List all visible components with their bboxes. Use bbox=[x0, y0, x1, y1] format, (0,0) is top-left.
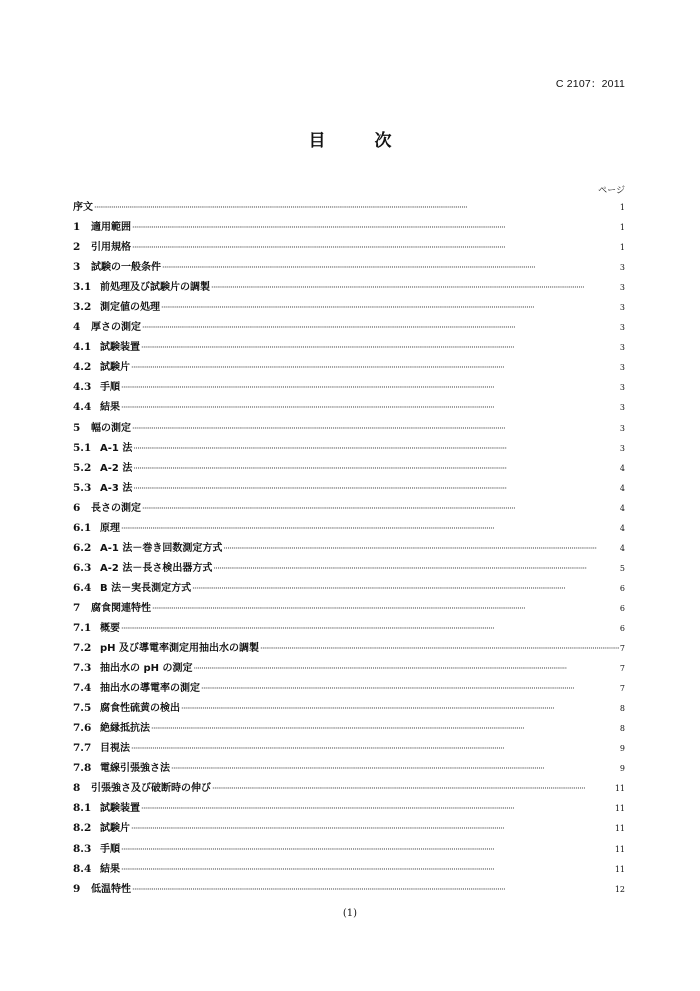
toc-entry-number: 1 bbox=[73, 221, 81, 234]
toc-entry[interactable] bbox=[73, 238, 625, 258]
dot-leader bbox=[142, 323, 619, 332]
dot-leader bbox=[132, 243, 619, 252]
toc-entry[interactable] bbox=[73, 358, 625, 378]
toc-entry-page: 4 bbox=[619, 543, 625, 553]
toc-entry-page: 7 bbox=[619, 664, 625, 674]
toc-entry-number: 7.6 bbox=[73, 722, 92, 735]
toc-entry-label: 試験片 bbox=[100, 362, 130, 374]
dot-leader bbox=[132, 223, 619, 232]
dot-leader bbox=[141, 343, 619, 352]
toc-entry[interactable] bbox=[73, 819, 625, 839]
toc-entry-page: 3 bbox=[619, 443, 625, 453]
toc-entry-label: 腐食関連特性 bbox=[91, 602, 151, 614]
toc-entry-number: 4.3 bbox=[73, 381, 92, 394]
table-of-contents bbox=[73, 198, 625, 900]
toc-entry-number: 3 bbox=[73, 261, 81, 274]
toc-entry-label: pH 及び導電率測定用抽出水の調製 bbox=[100, 643, 260, 655]
toc-entry[interactable] bbox=[73, 699, 625, 719]
dot-leader bbox=[121, 403, 619, 412]
toc-entry-label: 試験片 bbox=[100, 823, 130, 835]
dot-leader bbox=[181, 704, 619, 713]
toc-entry-label: 抽出水の導電率の測定 bbox=[100, 683, 200, 695]
toc-entry-label: 引用規格 bbox=[91, 242, 131, 254]
toc-entry-label: 手順 bbox=[100, 843, 120, 855]
toc-entry-number: 2 bbox=[73, 241, 81, 254]
dot-leader bbox=[131, 363, 619, 372]
toc-entry[interactable] bbox=[73, 378, 625, 398]
toc-entry[interactable] bbox=[73, 739, 625, 759]
toc-entry-number: 5 bbox=[73, 421, 81, 434]
toc-entry-label: 序文 bbox=[73, 202, 93, 213]
toc-entry-page: 7 bbox=[619, 644, 625, 654]
toc-entry[interactable] bbox=[73, 639, 625, 659]
dot-leader bbox=[211, 283, 619, 292]
toc-entry[interactable] bbox=[73, 599, 625, 619]
toc-entry-page: 3 bbox=[619, 263, 625, 273]
page-number: (1) bbox=[342, 908, 358, 919]
toc-entry-page: 7 bbox=[619, 684, 625, 694]
dot-leader bbox=[94, 203, 619, 212]
dot-leader bbox=[121, 865, 614, 874]
toc-entry-number: 4.4 bbox=[73, 401, 92, 414]
toc-entry-page: 3 bbox=[619, 383, 625, 393]
dot-leader bbox=[201, 684, 619, 693]
toc-entry-number: 7.2 bbox=[73, 642, 92, 655]
toc-entry-label: 手順 bbox=[100, 382, 120, 394]
dot-leader bbox=[133, 444, 619, 453]
toc-entry-number: 7.1 bbox=[73, 621, 92, 634]
toc-entry-number: 5.1 bbox=[73, 441, 92, 454]
toc-entry-label: 結果 bbox=[100, 863, 120, 875]
toc-entry[interactable] bbox=[73, 218, 625, 238]
toc-entry-page: 11 bbox=[614, 844, 625, 854]
toc-entry-number: 7.7 bbox=[73, 742, 92, 755]
toc-entry-label: A-1 法 bbox=[100, 442, 133, 454]
toc-entry[interactable] bbox=[73, 459, 625, 479]
toc-entry-number: 5.2 bbox=[73, 461, 92, 474]
toc-entry[interactable] bbox=[73, 318, 625, 338]
dot-leader bbox=[151, 724, 619, 733]
toc-entry-label: 試験装置 bbox=[100, 803, 140, 815]
toc-entry-number: 6.1 bbox=[73, 521, 92, 534]
toc-entry-number: 6 bbox=[73, 501, 81, 514]
toc-entry-page: 3 bbox=[619, 363, 625, 373]
toc-entry-page: 4 bbox=[619, 523, 625, 533]
toc-entry-page: 1 bbox=[619, 243, 625, 253]
dot-leader bbox=[121, 845, 614, 854]
toc-entry-label: 前処理及び試験片の調製 bbox=[100, 282, 210, 294]
toc-entry-number: 7.8 bbox=[73, 762, 92, 775]
dot-leader bbox=[194, 664, 619, 673]
toc-entry-label: 電線引張強さ法 bbox=[100, 763, 170, 775]
toc-entry-page: 3 bbox=[619, 343, 625, 353]
toc-entry-label: 目視法 bbox=[100, 743, 130, 755]
toc-entry-page: 11 bbox=[614, 804, 625, 814]
toc-entry-label: 絶縁抵抗法 bbox=[100, 723, 150, 735]
toc-entry-label: 抽出水の pH の測定 bbox=[100, 663, 193, 675]
toc-entry-page: 11 bbox=[614, 864, 625, 874]
toc-entry[interactable] bbox=[73, 679, 625, 699]
toc-entry[interactable] bbox=[73, 860, 625, 880]
toc-entry-label: 試験装置 bbox=[100, 342, 140, 354]
toc-entry-label: 原理 bbox=[100, 522, 120, 534]
toc-entry-label: A-2 法 bbox=[100, 462, 133, 474]
toc-entry-number: 7.4 bbox=[73, 682, 92, 695]
toc-entry-page: 12 bbox=[614, 884, 625, 894]
toc-entry-label: 幅の測定 bbox=[91, 422, 131, 434]
toc-entry-page: 1 bbox=[619, 203, 625, 212]
toc-entry[interactable] bbox=[73, 840, 625, 860]
toc-entry-number: 7.3 bbox=[73, 662, 92, 675]
dot-leader bbox=[212, 784, 614, 793]
dot-leader bbox=[133, 464, 619, 473]
toc-entry[interactable] bbox=[73, 719, 625, 739]
toc-entry[interactable] bbox=[73, 659, 625, 679]
toc-entry-number: 8.3 bbox=[73, 842, 92, 855]
toc-entry-number: 5.3 bbox=[73, 481, 92, 494]
dot-leader bbox=[141, 804, 614, 813]
toc-entry-label: 試験の一般条件 bbox=[91, 262, 161, 274]
toc-entry-page: 3 bbox=[619, 303, 625, 313]
toc-entry[interactable] bbox=[73, 619, 625, 639]
toc-entry-page: 6 bbox=[619, 583, 625, 593]
toc-entry-page: 6 bbox=[619, 623, 625, 633]
toc-entry-page: 4 bbox=[619, 483, 625, 493]
dot-leader bbox=[213, 564, 619, 573]
toc-entry-page: 4 bbox=[619, 463, 625, 473]
dot-leader bbox=[121, 524, 619, 533]
toc-entry[interactable] bbox=[73, 298, 625, 318]
toc-entry-label: A-1 法－巻き回数測定方式 bbox=[100, 542, 223, 554]
dot-leader bbox=[131, 824, 614, 833]
toc-entry[interactable] bbox=[73, 278, 625, 298]
toc-entry[interactable] bbox=[73, 759, 625, 779]
toc-entry-number: 6.4 bbox=[73, 581, 92, 594]
document-code: C 2107：2011 bbox=[555, 78, 625, 90]
toc-entry-number: 3.2 bbox=[73, 301, 92, 314]
dot-leader bbox=[161, 303, 619, 312]
toc-entry[interactable] bbox=[73, 799, 625, 819]
dot-leader bbox=[132, 424, 619, 433]
dot-leader bbox=[162, 263, 619, 272]
toc-entry-label: 概要 bbox=[100, 622, 120, 634]
toc-entry-number: 4.2 bbox=[73, 361, 92, 374]
toc-entry-number: 3.1 bbox=[73, 281, 92, 294]
dot-leader bbox=[142, 504, 619, 513]
toc-entry-page: 4 bbox=[619, 503, 625, 513]
toc-entry-number: 6.2 bbox=[73, 541, 92, 554]
toc-entry-page: 8 bbox=[619, 704, 625, 714]
toc-entry-label: 厚さの測定 bbox=[91, 322, 141, 334]
dot-leader bbox=[121, 383, 619, 392]
toc-entry-label: 低温特性 bbox=[91, 883, 131, 895]
toc-entry[interactable] bbox=[73, 398, 625, 418]
toc-entry-number: 8.2 bbox=[73, 822, 92, 835]
toc-entry-label: 腐食性硫黄の検出 bbox=[100, 703, 180, 715]
toc-entry[interactable] bbox=[73, 880, 625, 900]
toc-entry-number: 6.3 bbox=[73, 561, 92, 574]
toc-entry-page: 8 bbox=[619, 724, 625, 734]
dot-leader bbox=[133, 484, 619, 493]
dot-leader bbox=[152, 604, 619, 613]
toc-entry-page: 3 bbox=[619, 323, 625, 333]
toc-entry-label: 測定値の処理 bbox=[100, 302, 160, 314]
toc-entry-number: 9 bbox=[73, 882, 81, 895]
dot-leader bbox=[223, 544, 619, 553]
dot-leader bbox=[131, 744, 619, 753]
toc-entry[interactable] bbox=[73, 579, 625, 599]
toc-entry-page: 11 bbox=[614, 784, 625, 794]
toc-entry-label: 引張強さ及び破断時の伸び bbox=[91, 783, 211, 795]
toc-entry-page: 9 bbox=[619, 744, 625, 754]
toc-entry[interactable] bbox=[73, 499, 625, 519]
dot-leader bbox=[260, 644, 619, 653]
toc-entry-page: 3 bbox=[619, 403, 625, 413]
toc-entry-number: 8 bbox=[73, 782, 81, 795]
toc-entry-label: 長さの測定 bbox=[91, 502, 141, 514]
toc-entry-number: 7.5 bbox=[73, 702, 92, 715]
toc-entry[interactable] bbox=[73, 519, 625, 539]
toc-entry[interactable] bbox=[73, 198, 625, 218]
toc-entry-number: 8.4 bbox=[73, 862, 92, 875]
dot-leader bbox=[121, 624, 619, 633]
toc-entry-page: 11 bbox=[614, 824, 625, 834]
toc-entry-page: 9 bbox=[619, 764, 625, 774]
toc-entry[interactable] bbox=[73, 258, 625, 278]
toc-entry[interactable] bbox=[73, 559, 625, 579]
toc-entry-page: 1 bbox=[619, 223, 625, 233]
toc-entry-number: 4.1 bbox=[73, 341, 92, 354]
dot-leader bbox=[192, 584, 619, 593]
toc-entry[interactable] bbox=[73, 419, 625, 439]
dot-leader bbox=[171, 764, 619, 773]
toc-entry[interactable] bbox=[73, 479, 625, 499]
toc-entry[interactable] bbox=[73, 338, 625, 358]
toc-entry-number: 4 bbox=[73, 321, 81, 334]
toc-entry-label: A-3 法 bbox=[100, 482, 133, 494]
toc-entry-number: 8.1 bbox=[73, 802, 92, 815]
toc-entry-page: 3 bbox=[619, 423, 625, 433]
toc-entry-label: B 法－実長測定方式 bbox=[100, 582, 192, 594]
toc-entry-number: 7 bbox=[73, 601, 81, 614]
toc-entry-page: 5 bbox=[619, 563, 625, 573]
toc-entry[interactable] bbox=[73, 439, 625, 459]
toc-entry[interactable] bbox=[73, 779, 625, 799]
toc-entry-label: 結果 bbox=[100, 402, 120, 414]
toc-entry-label: A-2 法－長さ検出器方式 bbox=[100, 562, 213, 574]
toc-entry-label: 適用範囲 bbox=[91, 222, 131, 234]
page-title: 目 次 bbox=[308, 131, 408, 151]
dot-leader bbox=[132, 885, 614, 894]
toc-entry[interactable] bbox=[73, 539, 625, 559]
toc-entry-page: 6 bbox=[619, 603, 625, 613]
page-column-label: ページ bbox=[598, 186, 625, 196]
toc-entry-page: 3 bbox=[619, 283, 625, 293]
